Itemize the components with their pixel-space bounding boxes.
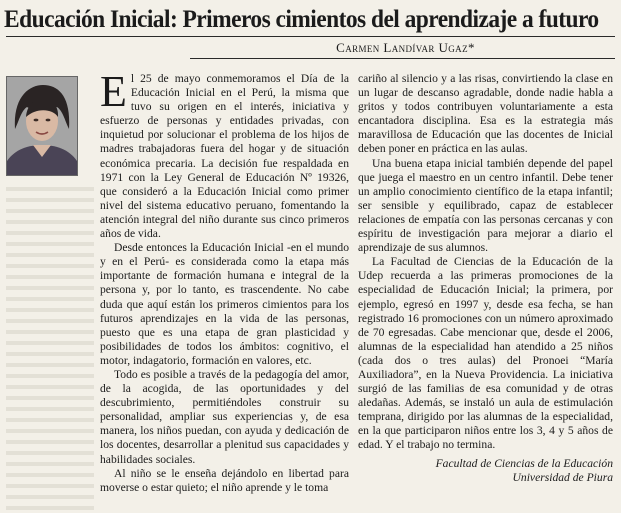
paragraph: Todo es posible a través de la pedagogía del amor, de la acogida, de las oportunidades y del descubrimiento, permitiéndoles construir su personalidad, ampliar sus experiencias y, de esa manera, los niños puedan, con ayuda y dedicación de los docentes, desarrollar a plenitud sus capacidades y habilidades sociales.	[100, 367, 349, 466]
byline: Carmen Landívar Ugaz*	[336, 40, 475, 55]
byline-rule	[190, 58, 615, 59]
credit-line: Facultad de Ciencias de la Educación	[435, 456, 613, 470]
article-column-2	[358, 72, 613, 512]
paragraph: La Facultad de Ciencias de la Educación de la Udep recuerda a las primeras promociones de la especialidad de Educación Inicial; la primera, por ejemplo, egresó en 1997 y, desde esa fecha, se han registrado 16 promociones con un número aproximado de 70 egresadas. Cabe mencionar que, desde el 2006, alumnas de la especialidad han atendido a 25 niños (cada dos o tres aulas) del Pronoei “María Auxiliadora”, en la Nueva Providencia. La iniciativa surgió de las familias de esa comunidad y de otras aledañas. Además, se instaló un aula de estimulación temprana, dirigido por las alumnas de la especialidad, en la que participaron niños entre los 3, 4 y 5 años de edad. Y el trabajo no termina.	[358, 255, 613, 452]
paragraph: Al niño se le enseña dejándolo en libertad para moverse o estar quieto; el niño aprende y le toma	[100, 466, 349, 494]
paragraph: Desde entonces la Educación Inicial -en el mundo y en el Perú- es considerada como la etapa más importante de formación humana e integral de la persona y, por lo tanto, es trascendente. No cabe duda que aquí están los primeros cimientos para los futuros aprendizajes en la vida de las personas, puesto que es una etapa de gran plasticidad y posibilidades de todos los ámbitos: cognitivo, el motor, indagatorio, formación en valores, etc.	[100, 241, 349, 367]
article-column-1	[100, 72, 349, 512]
paragraph	[100, 72, 349, 241]
headline-rule	[6, 36, 615, 37]
drop-cap: E	[100, 72, 127, 116]
headline: Educación Inicial: Primeros cimientos del aprendizaje a futuro	[4, 4, 599, 33]
bleed-through-text	[6, 180, 94, 510]
paragraph: Una buena etapa inicial también depende del papel que juega el maestro en un centro infantil. Debe tener un amplio conocimiento científico de la etapa infantil; ser sensible y equilibrado, capaz de establecer relaciones de empatía con las personas cercanas y con espíritu de investigación para mejorar a diario el aprendizaje de sus alumnos.	[358, 156, 613, 255]
credit-line: Universidad de Piura	[512, 470, 613, 484]
paragraph: cariño al silencio y a las risas, convirtiendo la clase en un lugar de descanso agradable, donde nadie habla a gritos y todos contribuyen voluntariamente a esta encantadora disciplina. Esa es la estrategia más maravillosa de Educación que las docentes de Inicial deben poner en práctica en las aulas.	[358, 72, 613, 156]
author-photo	[6, 76, 78, 176]
paragraph-text: l 25 de mayo conmemoramos el Día de la Educación Inicial en el Perú, la misma que tuvo su origen en el interés, iniciativa y esfuerzo de personas y entidades privadas, con inquietud por solucionar el problema de los hijos de madres trabajadoras fuera del hogar y de situación económica precaria. La decisión fue respaldada en 1971 con la Ley General de Educación Nº 19326, que consideró a la Educación Inicial como primer nivel del sistema educativo peruano, fomentando la atención integral del niño durante sus cinco primeros años de vida.	[100, 72, 349, 241]
